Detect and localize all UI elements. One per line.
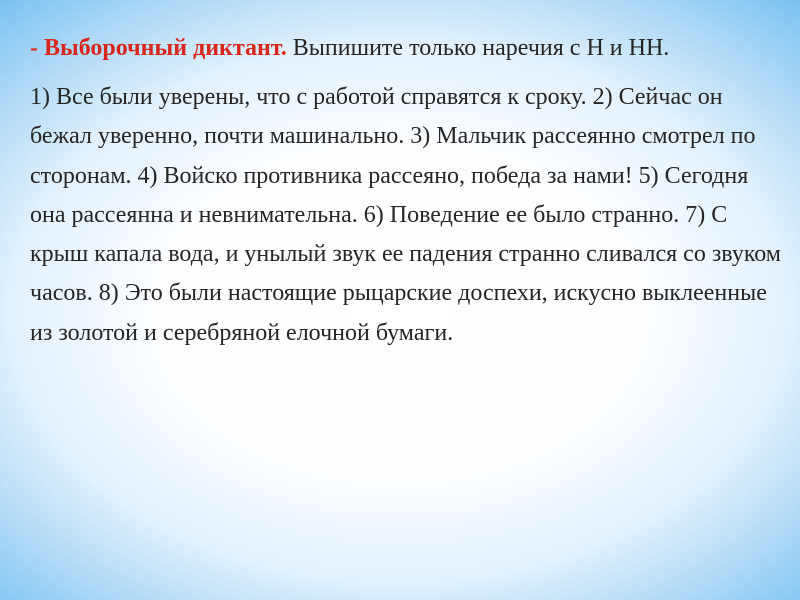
dictation-sentences: 1) Все были уверены, что с работой справятся к сроку. 2) Сейчас он бежал уверенно, почти машинально. 3) Мальчик рассеянно смотрел по сторонам. 4) Войско противника рассеяно, победа за нами! 5) Сегодня она рассеянна и невнимательна. 6) Поведение ее было странно. 7) С крыш капала вода, и унылый звук ее падения странно сливался со звуком часов. 8) Это были настоящие рыцарские доспехи, искусно выклеенные из золотой и серебряной елочной бумаги. <box>30 84 781 346</box>
assignment-heading <box>30 26 782 70</box>
dictation-title: - Выборочный диктант. <box>30 35 287 61</box>
slide-content <box>30 26 782 353</box>
assignment-instruction: Выпишите только наречия с Н и НН. <box>292 35 670 61</box>
